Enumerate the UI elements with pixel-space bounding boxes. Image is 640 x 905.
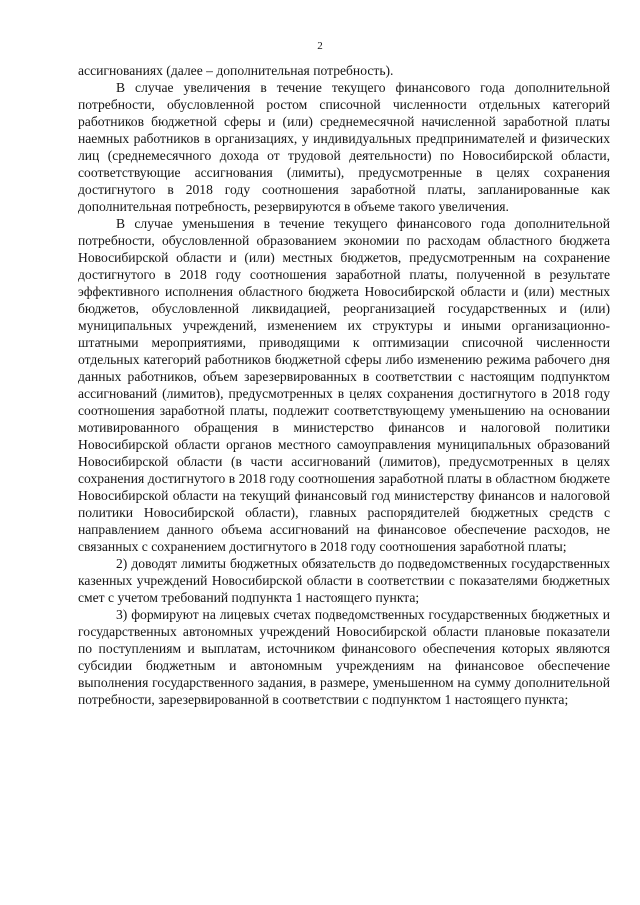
paragraph-reserve-decrease: В случае уменьшения в течение текущего финансового года дополнительной потребности, обусловленной образованием экономии по расходам областного бюджета Новосибирской области и (или) местных бюджетов, предусмотренным на сохранение достигнутого в 2018 году соотношения заработной платы, полученной в результате эффективного исполнения областного бюджета Новосибирской области и (или) местных бюджетов, обусловленной ликвидацией, реорганизацией государственных и (или) муниципальных учреждений, изменением их структуры и иными организационно-штатными мероприятиями, приводящими к оптимизации списочной численности отдельных категорий работников бюджетной сферы либо изменению режима рабочего дня данных работников, объем зарезервированных в соответствии с настоящим подпунктом ассигнований (лимитов), предусмотренных в целях сохранения достигнутого в 2018 году соотношения заработной платы, подлежит соответствующему уменьшению на основании мотивированного обращения в министерство финансов и налоговой политики Новосибирской области органов местного самоуправления муниципальных образований Новосибирской области (в части ассигнований (лимитов), предусмотренных в целях сохранения достигнутого в 2018 году соотношения заработной платы в областном бюджете Новосибирской области на текущий финансовый год министерству финансов и налоговой политики Новосибирской области), главных распорядителей бюджетных средств с направлением данного объема ассигнований на финансовое обеспечение расходов, не связанных с сохранением достигнутого в 2018 году соотношения заработной платы; [78,216,610,554]
document-body [78,62,610,708]
paragraph-continuation: ассигнованиях (далее – дополнительная потребность). [78,63,394,78]
paragraph-reserve-increase: В случае увеличения в течение текущего финансового года дополнительной потребности, обусловленной ростом списочной численности отдельных категорий работников бюджетной сферы и (или) среднемесячной начисленной заработной платы наемных работников в организациях, у индивидуальных предпринимателей и физических лиц (среднемесячного дохода от трудовой деятельности) по Новосибирской области, соответствующие ассигнования (лимиты), предусмотренные в целях сохранения достигнутого в 2018 году соотношения заработной платы, запланированные как дополнительная потребность, резервируются в объеме такого увеличения. [78,80,610,214]
paragraph-item-3: 3) формируют на лицевых счетах подведомственных государственных бюджетных и государственных автономных учреждений Новосибирской области плановые показатели по поступлениям и выплатам, источником финансового обеспечения которых являются субсидии бюджетным и автономным учреждениям на финансовое обеспечение выполнения государственного задания, в размере, уменьшенном на сумму дополнительной потребности, зарезервированной в соответствии с подпунктом 1 настоящего пункта; [78,607,610,707]
paragraph-item-2: 2) доводят лимиты бюджетных обязательств до подведомственных государственных казенных учреждений Новосибирской области в соответствии с показателями бюджетных смет с учетом требований подпункта 1 настоящего пункта; [78,556,610,605]
page-number: 2 [317,40,323,52]
